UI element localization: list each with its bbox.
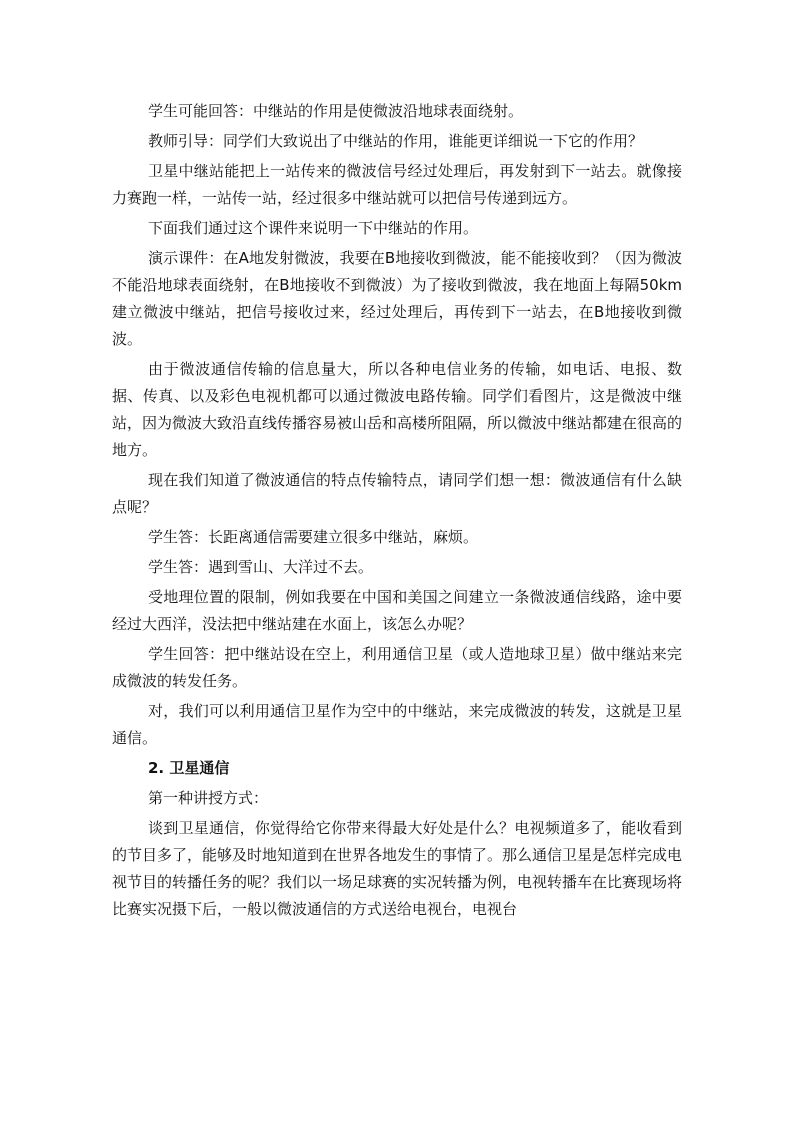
paragraph-student-answer-3: 学生答：遇到雪山、大洋过不去。 (148, 558, 374, 576)
paragraph-courseware-intro: 下面我们通过这个课件来说明一下中继站的作用。 (148, 219, 479, 237)
paragraph-geography-limit: 受地理位置的限制，例如我要在中国和美国之间建立一条微波通信线路，途中要经过大西洋，没法把中继站建在水面上，该怎么办呢？ (112, 588, 682, 633)
paragraph-student-answer-2: 学生答：长距离通信需要建立很多中继站，麻烦。 (148, 528, 479, 546)
paragraph-courseware-demo: 演示课件：在A地发射微波，我要在B地接收到微波，能不能接收到？（因为微波不能沿地球表面绕射，在B地接收不到微波）为了接收到微波，我在地面上每隔50km建立微波中继站，把信号接收过来，经过处理后，再传到下一站去，在B地接收到微波。 (112, 249, 682, 348)
paragraph-student-answer-4: 学生回答：把中继站设在空上，利用通信卫星（或人造地球卫星）做中继站来完成微波的转发任务。 (112, 645, 682, 690)
paragraph-relay-explanation: 卫星中继站能把上一站传来的微波信号经过处理后，再发射到下一站去。就像接力赛跑一样，一站传一站，经过很多中继站就可以把信号传递到远方。 (112, 162, 682, 207)
document-page (112, 98, 682, 926)
paragraph-microwave-capacity: 由于微波通信传输的信息量大，所以各种电信业务的传输，如电话、电报、数据、传真、以及彩色电视机都可以通过微波电路传输。同学们看图片，这是微波中继站，因为微波大致沿直线传播容易被山岳和高楼所阻隔，所以微波中继站都建在很高的地方。 (112, 360, 683, 459)
paragraph-satellite-benefit: 谈到卫星通信，你觉得给它你带来得最大好处是什么？电视频道多了，能收看到的节目多了，能够及时地知道到在世界各地发生的事情了。那么通信卫星是怎样完成电视节目的转播任务的呢？我们以一场足球赛的实况转播为例，电视转播车在比赛现场将比赛实况摄下后，一般以微波通信的方式送给电视台，电视台 (112, 819, 683, 918)
paragraph-student-answer-1: 学生可能回答：中继站的作用是使微波沿地球表面绕射。 (148, 102, 524, 120)
section-heading: 2. 卫星通信 (148, 759, 230, 777)
paragraph-teaching-method: 第一种讲授方式： (148, 789, 269, 807)
paragraph-drawback-question: 现在我们知道了微波通信的特点传输特点，请同学们想一想：微波通信有什么缺点呢？ (112, 471, 682, 516)
paragraph-teacher-guide: 教师引导：同学们大致说出了中继站的作用，谁能更详细说一下它的作用？ (148, 132, 644, 150)
paragraph-satellite-conclusion: 对，我们可以利用通信卫星作为空中的中继站，来完成微波的转发，这就是卫星通信。 (112, 702, 682, 747)
